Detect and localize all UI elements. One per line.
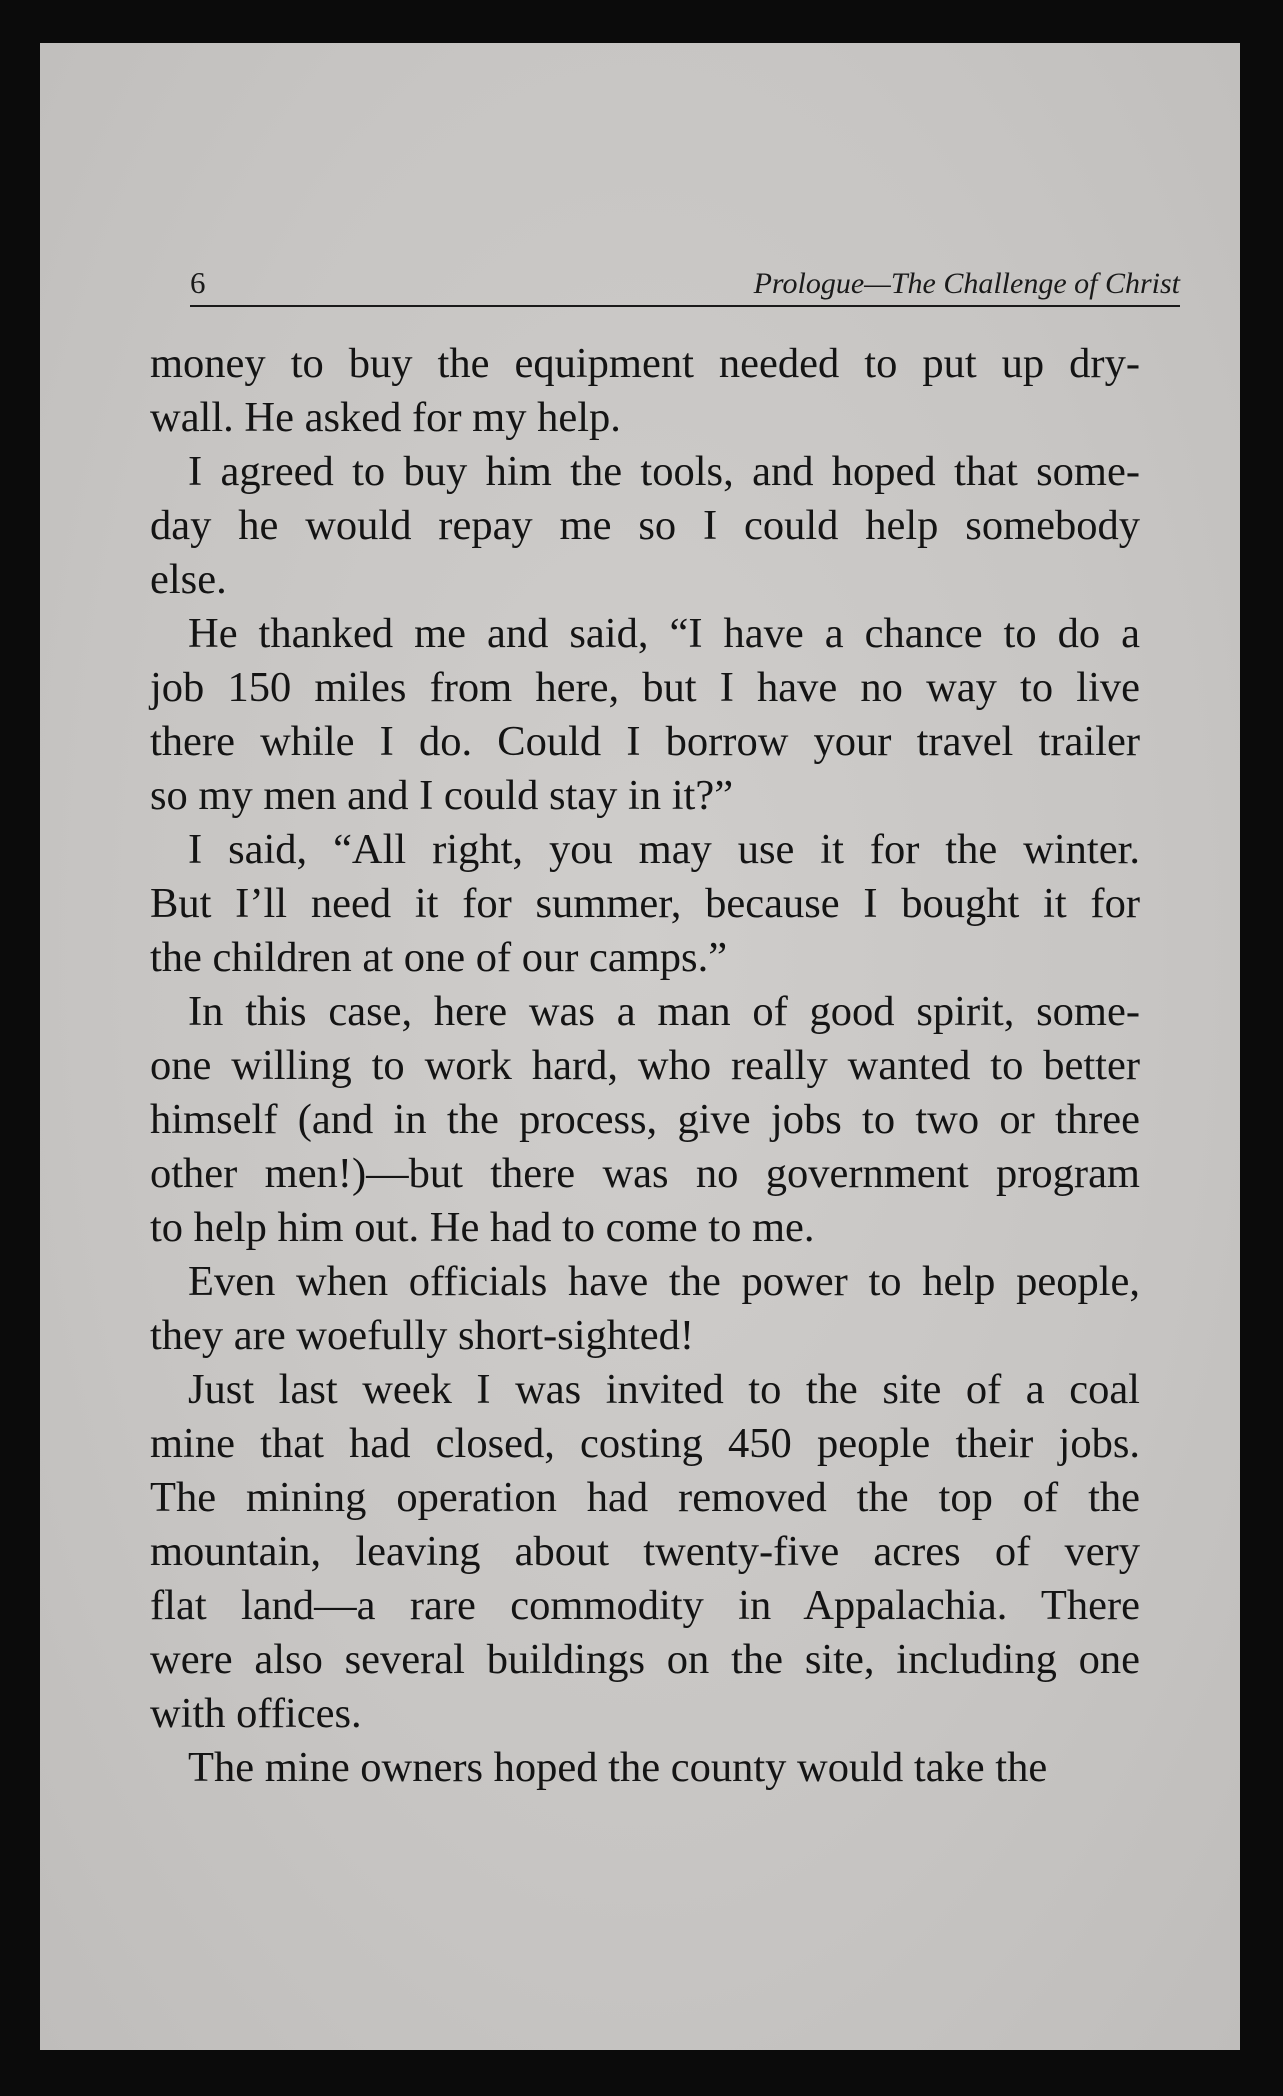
text-line: money to buy the equipment needed to put up dry-: [150, 340, 1140, 387]
text-line: with offices.: [150, 1690, 362, 1737]
page-number: 6: [190, 265, 206, 300]
text-line: they are woefully short-sighted!: [150, 1312, 695, 1359]
running-head-title: Prologue—The Challenge of Christ: [753, 267, 1180, 300]
text-line: other men!)—but there was no government program: [150, 1150, 1140, 1197]
body-text: [150, 337, 1140, 1795]
paragraph: [150, 823, 1140, 985]
text-line: so my men and I could stay in it?”: [150, 772, 734, 819]
paragraph: [150, 445, 1140, 607]
text-line: job 150 miles from here, but I have no way to live: [150, 664, 1140, 711]
text-line: day he would repay me so I could help somebody: [150, 502, 1140, 549]
text-line: wall. He asked for my help.: [150, 394, 621, 441]
text-line: were also several buildings on the site, including one: [150, 1636, 1140, 1683]
text-line: one willing to work hard, who really wanted to better: [150, 1042, 1140, 1089]
text-line: flat land—a rare commodity in Appalachia. There: [150, 1582, 1140, 1629]
text-line: Just last week I was invited to the site of a coal: [188, 1366, 1140, 1413]
paragraph: [150, 607, 1140, 823]
paragraph: [150, 985, 1140, 1255]
paragraph: [150, 1255, 1140, 1363]
text-line: Even when officials have the power to help people,: [188, 1258, 1140, 1305]
text-line: mine that had closed, costing 450 people their jobs.: [150, 1420, 1140, 1467]
paragraph: [150, 337, 1140, 445]
text-line: else.: [150, 556, 227, 603]
text-line: the children at one of our camps.”: [150, 934, 728, 981]
paragraph: [150, 1363, 1140, 1741]
text-line: The mine owners hoped the county would take the: [188, 1744, 1048, 1791]
text-line: there while I do. Could I borrow your travel trailer: [150, 718, 1140, 765]
running-head: [190, 265, 1180, 307]
paragraph: [150, 1741, 1140, 1795]
text-line: mountain, leaving about twenty-five acres of very: [150, 1528, 1140, 1575]
text-line: I said, “All right, you may use it for the winter.: [188, 826, 1140, 873]
text-line: In this case, here was a man of good spirit, some-: [188, 988, 1140, 1035]
text-line: The mining operation had removed the top of the: [150, 1474, 1140, 1521]
text-line: to help him out. He had to come to me.: [150, 1204, 815, 1251]
text-line: I agreed to buy him the tools, and hoped that some-: [188, 448, 1140, 495]
text-line: He thanked me and said, “I have a chance to do a: [188, 610, 1140, 657]
text-line: himself (and in the process, give jobs to two or three: [150, 1096, 1140, 1143]
text-line: But I’ll need it for summer, because I bought it for: [150, 880, 1140, 927]
